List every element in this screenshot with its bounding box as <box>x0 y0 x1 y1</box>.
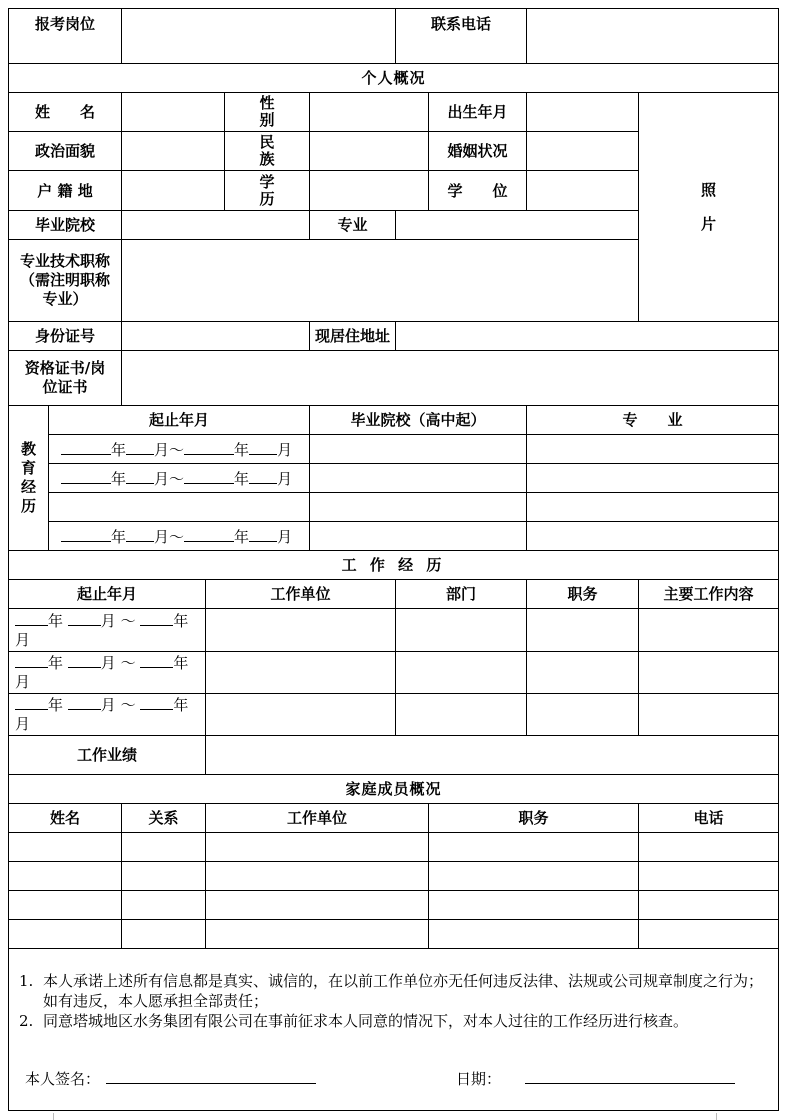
major-field[interactable] <box>396 211 639 240</box>
family-position-cell[interactable] <box>429 862 639 891</box>
family-phone-cell[interactable] <box>639 920 779 949</box>
birth-field[interactable] <box>527 93 639 132</box>
education-level-field[interactable] <box>310 171 429 211</box>
certificate-label <box>9 351 122 406</box>
performance-field[interactable] <box>206 736 779 775</box>
id-number-field[interactable] <box>122 322 310 351</box>
date-label: 日期： <box>456 1070 502 1088</box>
edu-period-cell[interactable]: 年 月～ 年 月 <box>49 522 310 551</box>
work-dept-cell[interactable] <box>396 652 527 694</box>
page-edge-mark <box>716 1113 717 1120</box>
name-label: 姓 名 <box>9 93 122 132</box>
family-col-phone: 电话 <box>639 804 779 833</box>
school-field[interactable] <box>122 211 310 240</box>
family-phone-cell[interactable] <box>639 891 779 920</box>
edu-school-cell[interactable] <box>310 493 527 522</box>
commitment-item: 1. 本人承诺上述所有信息都是真实、诚信的，在以前工作单位亦无任何违反法律、法规或公司规章制度之行为；如有违反，本人愿承担全部责任； <box>19 972 764 1010</box>
certificate-field[interactable] <box>122 351 779 406</box>
work-col-dept: 部门 <box>396 580 527 609</box>
signature-label: 本人签名： <box>25 1070 101 1088</box>
hukou-label: 户 籍 地 <box>9 171 122 211</box>
application-form <box>8 8 779 1111</box>
family-relation-cell[interactable] <box>122 862 206 891</box>
ethnicity-field[interactable] <box>310 132 429 171</box>
family-position-cell[interactable] <box>429 833 639 862</box>
address-field[interactable] <box>396 322 779 351</box>
position-field[interactable] <box>122 9 396 64</box>
family-relation-cell[interactable] <box>122 891 206 920</box>
work-col-company: 工作单位 <box>206 580 396 609</box>
family-phone-cell[interactable] <box>639 833 779 862</box>
work-content-cell[interactable] <box>639 652 779 694</box>
name-field[interactable] <box>122 93 225 132</box>
education-side-cell <box>9 406 49 551</box>
major-label: 专业 <box>310 211 396 240</box>
work-content-cell[interactable] <box>639 609 779 652</box>
certificate-text: 资格证书/岗位证书 <box>24 359 106 396</box>
edu-col-school: 毕业院校（高中起） <box>310 406 527 435</box>
edu-period-cell[interactable] <box>49 493 310 522</box>
signature-line[interactable] <box>106 1067 316 1084</box>
family-col-position: 职务 <box>429 804 639 833</box>
edu-major-cell[interactable] <box>527 435 779 464</box>
edu-school-cell[interactable] <box>310 435 527 464</box>
work-company-cell[interactable] <box>206 652 396 694</box>
commitment-list <box>19 971 774 1031</box>
family-name-cell[interactable] <box>9 833 122 862</box>
marital-label: 婚姻状况 <box>429 132 527 171</box>
work-period-cell[interactable]: 年 月 ～ 年 月 <box>9 694 206 736</box>
work-section-title: 工 作 经 历 <box>9 551 779 580</box>
edu-major-cell[interactable] <box>527 493 779 522</box>
edu-col-major: 专 业 <box>527 406 779 435</box>
family-company-cell[interactable] <box>206 920 429 949</box>
work-period-cell[interactable]: 年 月 ～ 年 月 <box>9 609 206 652</box>
ethnicity-label: 民族 <box>259 133 275 168</box>
edu-period-cell[interactable]: 年 月～ 年 月 <box>49 464 310 493</box>
family-company-cell[interactable] <box>206 862 429 891</box>
degree-field[interactable] <box>527 171 639 211</box>
address-label: 现居住地址 <box>310 322 396 351</box>
family-col-name: 姓名 <box>9 804 122 833</box>
edu-school-cell[interactable] <box>310 464 527 493</box>
work-dept-cell[interactable] <box>396 609 527 652</box>
professional-title-text: 专业技术职称（需注明职称专业） <box>19 252 110 308</box>
phone-field[interactable] <box>527 9 779 64</box>
commitment-block <box>9 949 779 1111</box>
family-name-cell[interactable] <box>9 891 122 920</box>
work-dept-cell[interactable] <box>396 694 527 736</box>
work-position-cell[interactable] <box>527 652 639 694</box>
work-content-cell[interactable] <box>639 694 779 736</box>
work-company-cell[interactable] <box>206 694 396 736</box>
gender-field[interactable] <box>310 93 429 132</box>
family-name-cell[interactable] <box>9 920 122 949</box>
photo-box[interactable] <box>639 93 779 322</box>
edu-col-period: 起止年月 <box>49 406 310 435</box>
date-area <box>456 1067 735 1088</box>
edu-period-cell[interactable]: 年 月～ 年 月 <box>49 435 310 464</box>
family-position-cell[interactable] <box>429 920 639 949</box>
photo-label-1: 照 <box>701 181 717 199</box>
professional-title-field[interactable] <box>122 240 639 322</box>
position-label: 报考岗位 <box>9 9 122 64</box>
family-relation-cell[interactable] <box>122 920 206 949</box>
work-position-cell[interactable] <box>527 609 639 652</box>
family-company-cell[interactable] <box>206 833 429 862</box>
work-position-cell[interactable] <box>527 694 639 736</box>
id-number-label: 身份证号 <box>9 322 122 351</box>
family-company-cell[interactable] <box>206 891 429 920</box>
degree-label: 学 位 <box>429 171 527 211</box>
work-col-position: 职务 <box>527 580 639 609</box>
family-phone-cell[interactable] <box>639 862 779 891</box>
edu-major-cell[interactable] <box>527 522 779 551</box>
work-col-period: 起止年月 <box>9 580 206 609</box>
work-period-cell[interactable]: 年 月 ～ 年 月 <box>9 652 206 694</box>
personal-section-title: 个人概况 <box>9 64 779 93</box>
work-company-cell[interactable] <box>206 609 396 652</box>
political-field[interactable] <box>122 132 225 171</box>
family-relation-cell[interactable] <box>122 833 206 862</box>
family-name-cell[interactable] <box>9 862 122 891</box>
birth-label: 出生年月 <box>429 93 527 132</box>
page-edge-mark <box>53 1113 54 1120</box>
family-section-title: 家庭成员概况 <box>9 775 779 804</box>
marital-field[interactable] <box>527 132 639 171</box>
signature-area <box>25 1067 316 1088</box>
political-label: 政治面貌 <box>9 132 122 171</box>
phone-label: 联系电话 <box>396 9 527 64</box>
education-side-label: 教育经历 <box>20 440 36 515</box>
hukou-field[interactable] <box>122 171 225 211</box>
work-col-content: 主要工作内容 <box>639 580 779 609</box>
family-col-company: 工作单位 <box>206 804 429 833</box>
commitment-item: 2. 同意塔城地区水务集团有限公司在事前征求本人同意的情况下，对本人过往的工作经历进行核查。 <box>19 1012 689 1030</box>
school-label: 毕业院校 <box>9 211 122 240</box>
family-col-relation: 关系 <box>122 804 206 833</box>
photo-label-2: 片 <box>701 215 717 233</box>
family-position-cell[interactable] <box>429 891 639 920</box>
date-line[interactable] <box>525 1067 735 1084</box>
professional-title-label <box>9 240 122 322</box>
edu-major-cell[interactable] <box>527 464 779 493</box>
education-level-label: 学历 <box>259 172 275 208</box>
gender-label: 性别 <box>259 94 275 129</box>
performance-label: 工作业绩 <box>9 736 206 775</box>
edu-school-cell[interactable] <box>310 522 527 551</box>
